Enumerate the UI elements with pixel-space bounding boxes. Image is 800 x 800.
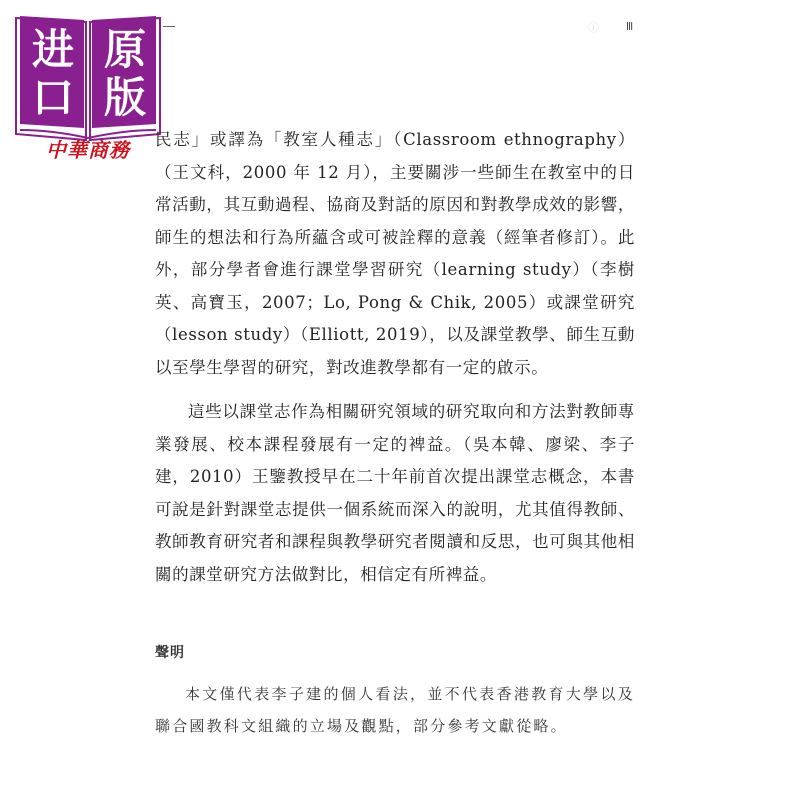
badge-char-2: 口 — [31, 73, 74, 122]
badge-char-1: 进 — [31, 25, 74, 74]
paragraph-2: 這些以課堂志作為相關研究領域的研究取向和方法對教師專業發展、校本課程發展有一定的裨益。（吳本韓、廖梁、李子建，2010）王鑒教授早在二十年前首次提出課堂志概念，本書可說是針對課堂志提供一個系統而深入的說明，尤其值得教師、教師教育研究者和課程與教學研究者閱讀和反思，也可與其他相關的課堂研究方法做對比，相信定有所裨益。 — [155, 402, 635, 584]
badge-left-text — [18, 22, 88, 126]
notice-title: 聲明 — [155, 645, 185, 661]
header-dash — [163, 26, 175, 27]
badge-right-text — [90, 22, 160, 126]
paragraph-1: 民志」或譯為「教室人種志」（Classroom ethnography）（王文科，2000 年 12 月），主要關涉一些師生在教室中的日常活動，其互動過程、協商及對話的原因和對教學成效的影響，師生的想法和行為所蘊含或可被詮釋的意義（經筆者修訂）。此外，部分學者會進行課堂學習研究（learning study）（李樹英、高寶玉，2007；Lo, Pong & Chik, 2005）或課堂研究（lesson study）（Elliott, 2019），以及課堂教學、師生互動以至學生學習的研究，對改進教學都有一定的啟示。 — [155, 130, 635, 377]
body-text — [155, 124, 635, 591]
badge-char-4: 版 — [103, 73, 146, 122]
header-faint-mark: ⓘ — [588, 21, 599, 34]
badge-subtitle: 中華商務 — [46, 138, 130, 162]
page-marker: lll — [626, 20, 633, 33]
badge-char-3: 原 — [103, 25, 146, 74]
notice-text: 本文僅代表李子建的個人看法，並不代表香港教育大學以及聯合國教科文組織的立場及觀點，部分參考文獻從略。 — [155, 685, 635, 735]
import-badge-logo — [12, 12, 164, 170]
